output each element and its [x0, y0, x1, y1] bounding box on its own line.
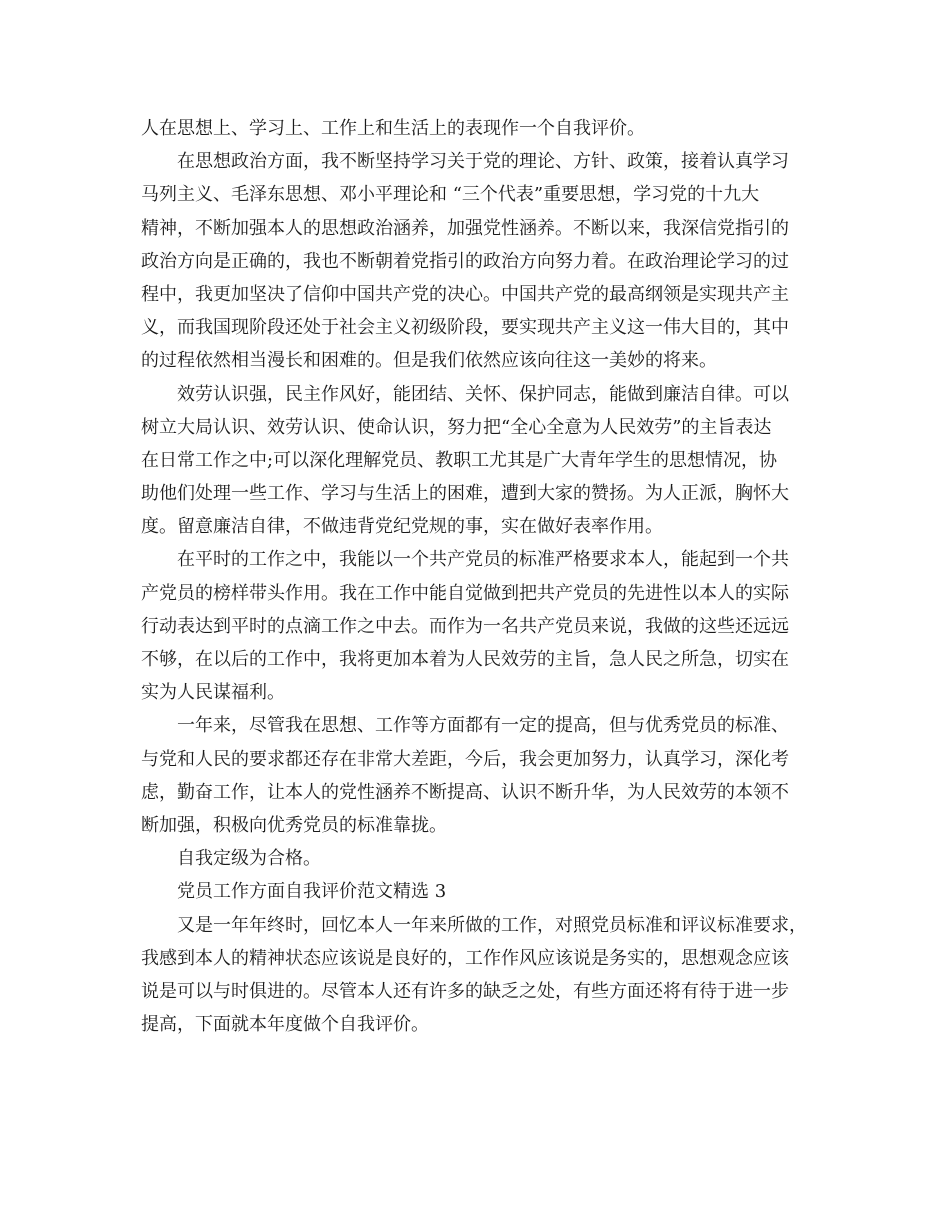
text-line: 政治方向是正确的，我也不断朝着党指引的政治方向努力着。在政治理论学习的过 [141, 250, 789, 272]
text-line: 树立大局认识、效劳认识、使命认识，努力把“全心全意为人民效劳”的主旨表达 [141, 416, 772, 438]
text-line: 不够，在以后的工作中，我将更加本着为人民效劳的主旨，急人民之所急，切实在 [141, 649, 789, 670]
text-line: 程中，我更加坚决了信仰中国共产党的决心。中国共产党的最高纲领是实现共产主 [141, 283, 789, 305]
text-line: 产党员的榜样带头作用。我在工作中能自觉做到把共产党员的先进性以本人的实际 [141, 582, 789, 604]
text-line: 在思想政治方面，我不断坚持学习关于党的理论、方针、政策，接着认真学习 [177, 151, 789, 173]
text-line: 一年来，尽管我在思想、工作等方面都有一定的提高，但与优秀党员的标准、 [177, 715, 789, 737]
text-line: 提高，下面就本年度做个自我评价。 [141, 1014, 429, 1036]
text-line: 在日常工作之中;可以深化理解党员、教职工尤其是广大青年学生的思想情况，协 [141, 449, 778, 471]
text-line: 人在思想上、学习上、工作上和生活上的表现作一个自我评价。 [141, 118, 645, 139]
text-line: 度。留意廉洁自律，不做违背党纪党规的事，实在做好表率作用。 [141, 516, 663, 538]
text-line: 断加强，积极向优秀党员的标准靠拢。 [141, 814, 447, 836]
text-line: 在平时的工作之中，我能以一个共产党员的标准严格要求本人，能起到一个共 [177, 549, 789, 571]
document-body [141, 112, 813, 1041]
text-line: 义，而我国现阶段还处于社会主义初级阶段，要实现共产主义这一伟大目的，其中 [141, 317, 789, 339]
text-line: 马列主义、毛泽东思想、邓小平理论和 “三个代表”重要思想，学习党的十九大 [141, 184, 760, 206]
text-line: 自我定级为合格。 [177, 848, 321, 870]
text-line: 虑，勤奋工作，让本人的党性涵养不断提高、认识不断升华，为人民效劳的本领不 [141, 781, 789, 803]
text-line: 与党和人民的要求都还存在非常大差距，今后，我会更加努力，认真学习，深化考 [141, 748, 789, 770]
text-line: 行动表达到平时的点滴工作之中去。而作为一名共产党员来说，我做的这些还远远 [141, 615, 789, 637]
text-line: 我感到本人的精神状态应该说是良好的，工作作风应该说是务实的，思想观念应该 [141, 947, 789, 969]
section-heading: 党员工作方面自我评价范文精选 3 [177, 881, 447, 903]
text-line: 精神，不断加强本人的思想政治涵养，加强党性涵养。不断以来，我深信党指引的 [141, 217, 789, 239]
text-line: 又是一年年终时，回忆本人一年来所做的工作，对照党员标准和评议标准要求， [177, 914, 807, 936]
text-line: 实为人民谋福利。 [141, 682, 285, 704]
text-line: 效劳认识强，民主作风好，能团结、关怀、保护同志，能做到廉洁自律。可以 [177, 383, 789, 405]
text-line: 说是可以与时俱进的。尽管本人还有许多的缺乏之处，有些方面还将有待于进一步 [141, 980, 789, 1002]
text-line: 助他们处理一些工作、学习与生活上的困难，遭到大家的赞扬。为人正派，胸怀大 [141, 483, 789, 505]
text-line: 的过程依然相当漫长和困难的。但是我们依然应该向往这一美妙的将来。 [141, 350, 717, 372]
